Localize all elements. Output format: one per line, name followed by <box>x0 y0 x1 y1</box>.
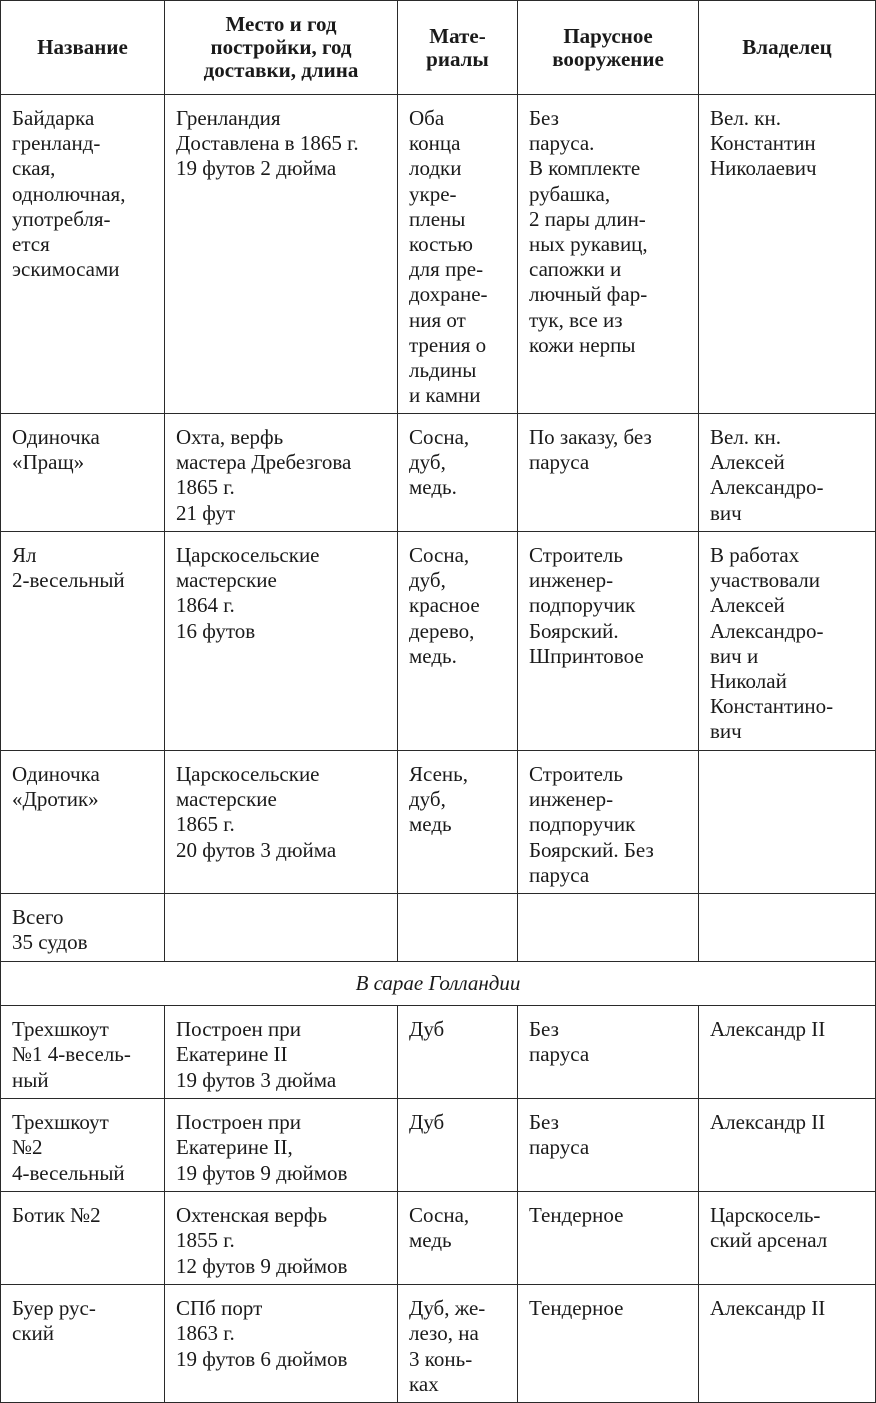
cell-materials: Ясень, дуб, медь <box>398 751 518 894</box>
table-row <box>1 1006 876 1099</box>
cell-sails: Строитель инженер- подпоручик Боярский. Без паруса <box>518 751 699 894</box>
cell-owner: Царскосель- ский арсенал <box>699 1192 876 1285</box>
cell-name: Ял 2-весельный <box>1 532 165 751</box>
cell-materials: Дуб <box>398 1006 518 1099</box>
cell-name: Одиночка «Дротик» <box>1 751 165 894</box>
cell-owner: В работах участвовали Алексей Александро- вич и Николай Константино- вич <box>699 532 876 751</box>
table-row <box>1 1192 876 1285</box>
cell-owner: Вел. кн. Константин Николаевич <box>699 95 876 414</box>
cell-sails: Без паруса <box>518 1099 699 1192</box>
cell-place: Царскосельские мастерские 1865 г. 20 футов 3 дюйма <box>165 751 398 894</box>
cell-name: Ботик №2 <box>1 1192 165 1285</box>
cell-materials: Сосна, дуб, медь. <box>398 414 518 532</box>
cell-sails: Тендерное <box>518 1285 699 1403</box>
cell-sails: Строитель инженер- подпоручик Боярский. Шпринтовое <box>518 532 699 751</box>
header-materials: Мате- риалы <box>398 1 518 95</box>
header-owner: Владелец <box>699 1 876 95</box>
cell-name: Всего 35 судов <box>1 894 165 962</box>
cell-sails <box>518 894 699 962</box>
cell-materials: Оба конца лодки укре- плены костью для пре- дохране- ния от трения о льдины и камни <box>398 95 518 414</box>
cell-name: Байдарка гренланд- ская, однолючная, употребля- ется эскимосами <box>1 95 165 414</box>
cell-materials: Дуб, же- лезо, на 3 конь- ках <box>398 1285 518 1403</box>
cell-materials <box>398 894 518 962</box>
cell-sails: Тендерное <box>518 1192 699 1285</box>
table-row <box>1 894 876 962</box>
section-row <box>1 962 876 1006</box>
header-place: Место и год постройки, год доставки, длина <box>165 1 398 95</box>
cell-owner: Александр II <box>699 1285 876 1403</box>
table-row <box>1 414 876 532</box>
cell-owner: Вел. кн. Алексей Александро- вич <box>699 414 876 532</box>
cell-name: Трехшкоут №2 4-весельный <box>1 1099 165 1192</box>
cell-place: Царскосельские мастерские 1864 г. 16 футов <box>165 532 398 751</box>
cell-place: Гренландия Доставлена в 1865 г. 19 футов 2 дюйма <box>165 95 398 414</box>
cell-materials: Сосна, дуб, красное дерево, медь. <box>398 532 518 751</box>
table-row <box>1 95 876 414</box>
table-row <box>1 1285 876 1403</box>
cell-materials: Сосна, медь <box>398 1192 518 1285</box>
cell-name: Одиночка «Пращ» <box>1 414 165 532</box>
cell-owner: Александр II <box>699 1099 876 1192</box>
cell-materials: Дуб <box>398 1099 518 1192</box>
cell-sails: По заказу, без паруса <box>518 414 699 532</box>
table-header-row <box>1 1 876 95</box>
cell-owner <box>699 894 876 962</box>
cell-owner: Александр II <box>699 1006 876 1099</box>
cell-place: Построен при Екатерине II, 19 футов 9 дюймов <box>165 1099 398 1192</box>
cell-name: Трехшкоут №1 4-весель- ный <box>1 1006 165 1099</box>
cell-owner <box>699 751 876 894</box>
cell-sails: Без паруса <box>518 1006 699 1099</box>
header-sails: Парусное вооружение <box>518 1 699 95</box>
cell-place <box>165 894 398 962</box>
table-row <box>1 751 876 894</box>
cell-place: СПб порт 1863 г. 19 футов 6 дюймов <box>165 1285 398 1403</box>
cell-place: Охтенская верфь 1855 г. 12 футов 9 дюймов <box>165 1192 398 1285</box>
cell-sails: Без паруса. В комплекте рубашка, 2 пары длин- ных рукавиц, сапожки и лючный фар- тук, все из кожи нерпы <box>518 95 699 414</box>
cell-place: Построен при Екатерине II 19 футов 3 дюйма <box>165 1006 398 1099</box>
table-row <box>1 1099 876 1192</box>
section-title: В сарае Голландии <box>1 962 876 1006</box>
header-name: Название <box>1 1 165 95</box>
table-row <box>1 532 876 751</box>
cell-name: Буер рус- ский <box>1 1285 165 1403</box>
cell-place: Охта, верфь мастера Дребезгова 1865 г. 21 фут <box>165 414 398 532</box>
